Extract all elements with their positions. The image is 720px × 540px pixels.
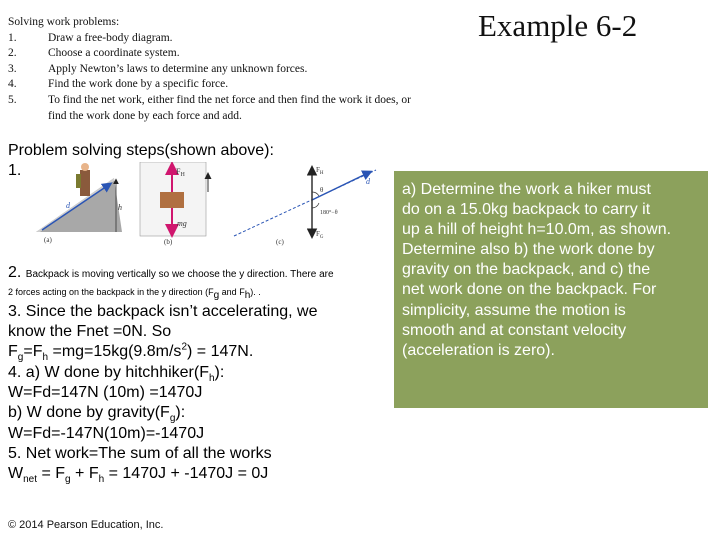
force-angle-diagram: [234, 166, 376, 246]
fh-vector-label: $F_H$: [316, 166, 324, 176]
displacement-label: d: [66, 201, 70, 210]
problem-line: gravity on the backpack, and c) the: [402, 261, 651, 279]
step-item: 2. Choose a coordinate system.: [8, 47, 180, 60]
fg-vector-label: $F_G$: [316, 230, 324, 240]
displacement-vector-label: d: [366, 177, 370, 186]
step-item: 1. Draw a free-body diagram.: [8, 31, 173, 44]
free-body-diagram-figure: [36, 162, 382, 246]
work-steps-list: [8, 15, 448, 124]
net-work-equation: $W_{net} = F_g + F_h = 1470J + -1470J = 0J$: [8, 465, 269, 486]
step-item-continuation: find the work done by each force and add.: [48, 109, 242, 122]
problem-line: net work done on the backpack. For: [402, 281, 657, 299]
backpack-free-body: [140, 162, 206, 246]
theta-label: θ: [320, 186, 324, 194]
angle-label: 180°−θ: [320, 210, 338, 216]
figure-label-a: (a): [44, 236, 52, 244]
solution-step-2: 2. Backpack is moving vertically so we choose the y direction. There are: [8, 263, 334, 281]
problem-line: (acceleration is zero).: [402, 341, 555, 359]
step-item: 4. Find the work done by a specific force.: [8, 78, 229, 91]
solution-step-2-forces: 2 forces acting on the backpack in the y direction ($F_g$ and $F_h$). .: [8, 286, 261, 301]
solution-step-4a: 4. a) W done by $hitchhiker(F_h)$:: [8, 363, 225, 384]
solution-step-3-line-1: 3. Since the backpack isn’t accelerating, we: [8, 302, 318, 320]
hiker-force-label: $F_H$: [176, 167, 185, 178]
figure-label-b: (b): [164, 238, 173, 246]
problem-line: simplicity, assume the motion is: [402, 301, 626, 319]
hill-illustration: [36, 163, 122, 244]
solution-step-1: 1.: [8, 162, 22, 180]
problem-line: Determine also b) the work done by: [402, 241, 655, 259]
problem-line: do on a 15.0kg backpack to carry it: [402, 201, 651, 219]
step-item: 5. To find the net work, either find the net force and then find the work it does, or: [8, 93, 411, 106]
problem-line: up a hill of height h=10.0m, as shown.: [402, 221, 672, 239]
solution-step-4b-calc: W=Fd=-147N(10m)=-1470J: [8, 424, 205, 442]
problem-statement-box: [394, 171, 708, 408]
weight-label: mg: [177, 219, 187, 228]
solution-step-3-line-2: know the Fnet =0N. So: [8, 323, 172, 341]
steps-header: Solving work problems:: [8, 16, 120, 28]
page-title: Example 6-2: [478, 8, 638, 43]
copyright-notice: © 2014 Pearson Education, Inc.: [8, 519, 164, 531]
solution-step-4b: b) W done by $gravity(F_g)$:: [8, 404, 186, 425]
solution-step-5: 5. Net work=The sum of all the works: [8, 444, 272, 462]
figure-label-c: (c): [276, 238, 284, 246]
force-equation: $F_g=F_h =mg=15kg(9.8m/s^2) = 147N$.: [8, 342, 254, 364]
problem-line: smooth and at constant velocity: [402, 321, 627, 339]
height-label: h: [118, 203, 122, 212]
problem-line: a) Determine the work a hiker must: [402, 181, 651, 198]
solution-intro: Problem solving steps(shown above):: [8, 142, 274, 159]
step-item: 3. Apply Newton’s laws to determine any unknown forces.: [8, 62, 308, 75]
solution-step-4a-calc: W=Fd=147N (10m) =1470J: [8, 384, 203, 402]
